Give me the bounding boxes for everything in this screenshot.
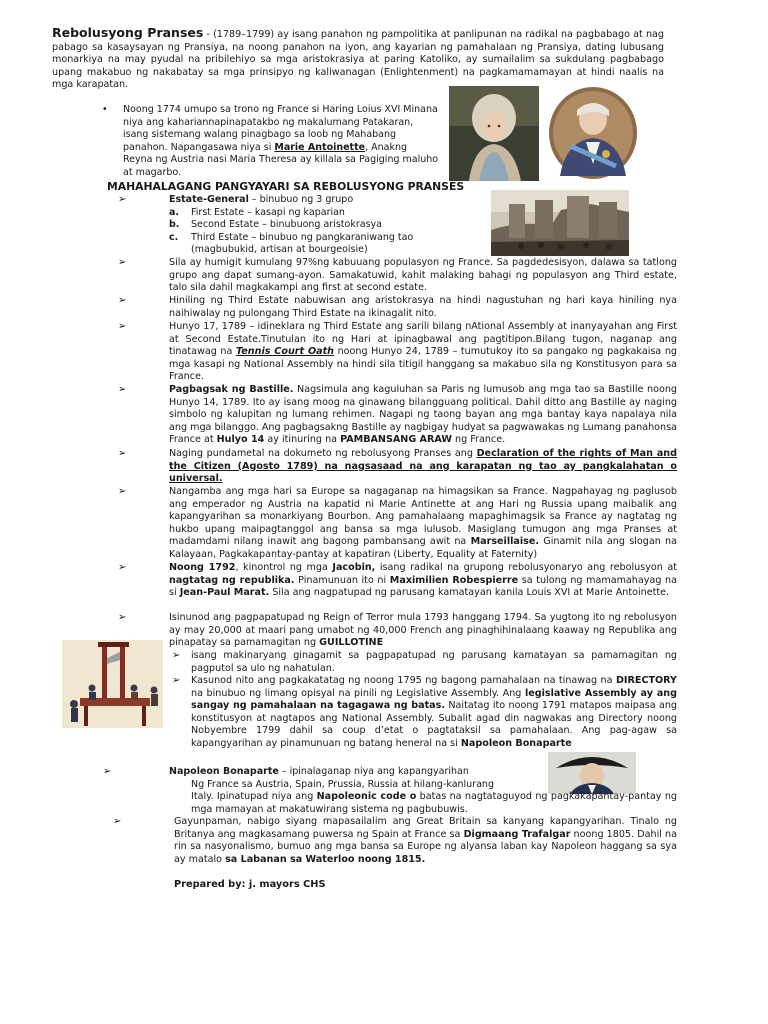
bullet1-text-end: , Anakng Reyna ng Austria nasi Maria Theresa ay killala sa Pagiging maluho at magarbo. bbox=[123, 141, 439, 178]
text-run: ay itinuring na bbox=[264, 434, 341, 446]
intro-paragraph bbox=[52, 27, 664, 92]
jean-paul-marat: Jean-Paul Marat. bbox=[179, 587, 270, 599]
text-run: Naitatag ito noong 1791 matapos maipasa ang konstitusyon at nagtapos ang National Assembly. Subalit agad din nagwakas ang Directory noong Nobyembre 1799 dahil sa coup d’etat o pagtataksil sa pamahalaan. Ang pag-agaw sa kapangyarihan ay pinamunuan ng batang heneral na si bbox=[191, 700, 677, 749]
item-republic bbox=[169, 562, 677, 600]
arrow-bullet: ➢ bbox=[118, 257, 127, 268]
estate-item-a bbox=[169, 207, 489, 220]
title-dash: - bbox=[203, 29, 214, 40]
napoleon-code-text bbox=[191, 791, 677, 816]
arrow-bullet: ➢ bbox=[118, 295, 127, 306]
subitem-directory bbox=[191, 675, 677, 751]
arrow-bullet: ➢ bbox=[113, 816, 122, 827]
pambansang-araw: PAMBANSANG ARAW bbox=[340, 434, 452, 446]
item-declaration bbox=[169, 448, 677, 486]
declaration-rights-of-man: Declaration of the rights of Man and the Citizen (Agosto 1789) na nagsasaad na ang karapatan ng tao ay pangkalahatan o universal. bbox=[169, 448, 677, 485]
text-run: Gayunpaman, nabigo siyang mapasailalim ang Great Britain sa kanyang kapangyarihan. Tinalo ng Britanya ang magkasamang puwersa ng Spain at France sa bbox=[174, 816, 677, 840]
arrow-bullet: ➢ bbox=[118, 612, 127, 623]
item-reign-of-terror bbox=[169, 612, 677, 650]
item-bastille bbox=[169, 384, 677, 447]
marie-antoinette-portrait bbox=[449, 86, 539, 181]
napoleon-portrait bbox=[548, 752, 636, 794]
text-run: sa tulong ng mamamahayag na si bbox=[169, 574, 677, 599]
intro-line1: (1789–1799) ay isang panahon ng pampolitika at panlipunan na radikal na pagbabago at bbox=[213, 29, 643, 40]
item-trafalgar-waterloo bbox=[174, 816, 677, 866]
item-population: Sila ay humigit kumulang 97%ng kabuuang populasyon ng France. Sa pagdedesisyon, dalawa sa tatlong grupo ang dapat sumang-ayon. Samakatuwid, kahit malaking bahagi ng populasyon ang Third estate, talo sila dahil magkakampi ang first at second estate. bbox=[169, 257, 677, 294]
marseillaise: Marseillaise. bbox=[470, 536, 540, 548]
jacobin: Jacobin, bbox=[332, 562, 376, 573]
arrow-bullet: ➢ bbox=[172, 650, 181, 661]
text-run: noong Hunyo 24, 1789 – tumutukoy ito sa pangako ng pagkakaisa ng mga kasapi ng National Assembly na hindi sila titigil hanggang sa makabuo sila ng Konstitusyon para sa France. bbox=[169, 346, 677, 383]
bullet1-paragraph bbox=[123, 104, 439, 180]
text-run: Nagsimula ang kaguluhan sa Paris ng lumusob ang mga tao sa Bastille noong Hunyo 14, 1789. Ito ay isang moog na ginawang bilangguang political. Dahil ditto ang Bastille ay naging simbolo ng kalupitan ng lumang rehimen. Nagapi ng taong bayan ang mga bantay kaya napalaya nila ang mga bilanggo. Ang pagbagsakng Bastille ay nagbigay hudyat sa pagwawakas ng Lumang panahonsa France at bbox=[169, 384, 678, 446]
estate-general-desc: – binubuo ng 3 grupo bbox=[248, 194, 354, 205]
arrow-bullet: ➢ bbox=[118, 562, 127, 573]
napoleonic-code: Napoleonic code o bbox=[316, 791, 417, 802]
louis-xvi-portrait bbox=[548, 86, 638, 181]
estate-general-label: Estate-General bbox=[169, 194, 249, 205]
noong-1792: Noong 1792 bbox=[169, 562, 236, 573]
subitem-guillotine-desc: isang makinaryang ginagamit sa pagpapatupad ng parusang kamatayan sa pamamagitan ng pagputol sa ulo ng nahatulan. bbox=[191, 650, 677, 674]
text-run: ng France. bbox=[451, 434, 506, 446]
text-run: , kinontrol ng mga bbox=[235, 562, 333, 573]
bullet1-text: Noong 1774 umupo sa trono ng France si Haring Loius XVI Minana niya ang kahariannapinapatakbo ng makalumang Patakaran, isang sistemang walang pinagbago sa loob ng Mahabang panahon. Napangasawa niya si bbox=[123, 104, 438, 153]
arrow-bullet: ➢ bbox=[118, 321, 127, 332]
text-run: na binubuo ng limang opisyal na pinili ng Legislative Assembly. Ang bbox=[191, 687, 525, 699]
text-run: Isinunod ang pagpapatupad ng Reign of Terror mula 1793 hanggang 1794. Sa yugtong ito ng rebolusyon ay may 20,000 at maari pang umabot ng 40,000 French ang pinaghihinalaang kaaway ng Republika ang pinapatay sa pamamagitan ng bbox=[169, 612, 677, 649]
napoleon-line1 bbox=[169, 766, 549, 779]
text-run: isang radikal na grupong rebolusyonaryo ang rebolusyon at bbox=[375, 562, 677, 573]
text-run: Italy. Ipinatupad niya ang bbox=[191, 791, 317, 802]
text-run: Sila ang nagpatupad ng parusang kamatayan kanila Louis XVI at Marie Antoinette. bbox=[269, 587, 670, 599]
text-run: Nangamba ang mga hari sa Europe sa nagaganap na himagsikan sa France. Nagpahayag ng paglusob ang emperador ng Austria na kapatid ni Marie Antinette at ang Hari ng Russia upang maibalik ang kapangyarihan sa monarkiyang Bourbon. Ang pamahalaang mapaghimagsik sa France ay nagtatag ng hukbo upang maipagtanggol ang bansa sa mga lulusob. Masiglang tumugon ang mga Pranses at madamdami nilang inawit ang bagong pambansang awit na bbox=[169, 486, 677, 548]
estate-letter: c. bbox=[169, 232, 179, 243]
second-estate-text: Second Estate – binubuong aristokrasya bbox=[191, 219, 382, 230]
bullet-marker: • bbox=[102, 104, 108, 115]
item-monarchs-fear bbox=[169, 486, 677, 562]
estate-item-b bbox=[169, 219, 489, 232]
napoleon-line2: Ng France sa Austria, Spain, Prussia, Russia at hilang-kanlurang bbox=[191, 779, 494, 790]
intro-text: nag pabago sa kasaysayan ng Pransiya, na noong panahon na iyon, ang kayarian ng pamahalaan ng Pransiya, dating lubusang monarkiya na may pyudal na pribilehiyo sa mga aristokrasiya at paring Katoliko, ay sumailalim sa sukdulang pagbabago upang makabuo ng nakabatay sa mga prinsipyo ng kaliwanagan (Enlightenment) na pagkamamamayan at hindi naalis na mga karapatan. bbox=[52, 29, 664, 91]
third-estate-text: Third Estate – binubuo ng pangkaraniwang tao bbox=[191, 232, 414, 243]
arrow-bullet: ➢ bbox=[103, 766, 112, 777]
arrow-bullet: ➢ bbox=[172, 675, 181, 686]
estate-item-c bbox=[169, 232, 489, 245]
item-national-assembly bbox=[169, 321, 677, 384]
estate-letter: b. bbox=[169, 219, 180, 230]
bastille-image bbox=[491, 190, 629, 256]
section-heading: MAHAHALAGANG PANGYAYARI SA REBOLUSYONG PRANSES bbox=[107, 180, 465, 193]
guillotine-icon bbox=[62, 640, 163, 728]
document-title: Rebolusyong Pranses bbox=[52, 25, 204, 40]
digmaang-trafalgar: Digmaang Trafalgar bbox=[463, 828, 571, 840]
tennis-court-oath: Tennis Court Oath bbox=[235, 346, 335, 358]
napoleon-portrait-icon bbox=[548, 752, 636, 794]
arrow-bullet: ➢ bbox=[118, 448, 127, 459]
bastille-heading: Pagbagsak ng Bastille. bbox=[169, 384, 294, 395]
estate-letter: a. bbox=[169, 207, 180, 218]
waterloo: sa Labanan sa Waterloo noong 1815. bbox=[225, 853, 426, 865]
prepared-by: Prepared by: j. mayors CHS bbox=[174, 879, 326, 890]
hulyo-14: Hulyo 14 bbox=[216, 434, 265, 446]
napoleon-heading: Napoleon Bonaparte bbox=[169, 766, 279, 777]
text-run: Pinamunuan ito ni bbox=[294, 574, 390, 586]
guillotine-word: GUILLOTINE bbox=[319, 637, 384, 649]
guillotine-image bbox=[62, 640, 163, 728]
arrow-bullet: ➢ bbox=[118, 194, 127, 205]
text-run: noong 1805. Dahil na rin sa nasyonalismo, bumuo ang mga bansa sa Europe ng alyansa laban kay Napoleon haggang sa sya ay matalo bbox=[174, 828, 677, 865]
text-run: Hunyo 17, 1789 – idineklara ng Third Estate ang sarili bilang nAtional Assembly at inanyayahan ang First at Second Estate.Tinutulan ito ng Hari at ipinagbawal ang pagtitipon.Bilang tugon, naganap ang tinatawag na bbox=[169, 321, 677, 358]
estate-general-line bbox=[169, 194, 489, 207]
bastille-fortress-icon bbox=[491, 190, 629, 256]
third-estate-paren: (magbubukid, artisan at bourgeoisie) bbox=[191, 244, 368, 255]
text-run: Kasunod nito ang pagkakatatag ng noong 1795 ng bagong pamahalaan na tinawag na bbox=[191, 675, 616, 686]
text-run: Naging pundametal na dokumeto ng rebolusyong Pranses ang bbox=[169, 448, 477, 459]
napoleon-name: Napoleon Bonaparte bbox=[460, 737, 572, 749]
arrow-bullet: ➢ bbox=[118, 486, 127, 497]
marie-antoinette-name: Marie Antoinette bbox=[274, 141, 366, 153]
legislative-assembly-def: legislative Assembly ay ang sangay ng pamahalaan na tagagawa ng batas. bbox=[191, 687, 677, 712]
directory-word: DIRECTORY bbox=[615, 675, 677, 686]
louis-xvi-portrait-icon bbox=[548, 86, 638, 181]
item-tax-request: Hiniling ng Third Estate nabuwisan ang aristokrasya na hindi nagustuhan ng hari kaya hiniling nya naihiwalay ng pulongang Third Estate na ikinagalit nito. bbox=[169, 295, 677, 319]
text-run: Ginamit nila ang slogan na Kalayaan, Pagkakapantay-pantay at kapatiran (Liberty, Equality at Faternity) bbox=[169, 536, 677, 560]
first-estate-text: First Estate – kasapi ng kaparian bbox=[191, 207, 345, 218]
robespierre: Maximilien Robespierre bbox=[389, 574, 519, 586]
text-run: – ipinalaganap niya ang kapangyarihan bbox=[278, 766, 469, 777]
nagtatag-ng-republika: nagtatag ng republika. bbox=[169, 574, 295, 586]
arrow-bullet: ➢ bbox=[118, 384, 127, 395]
marie-antoinette-portrait-icon bbox=[449, 86, 539, 181]
text-run: batas na nagtataguyod ng pagkakapantay-pantay ng mga mamayan at makatuwirang sistema ng pagbubuwis. bbox=[191, 791, 677, 815]
